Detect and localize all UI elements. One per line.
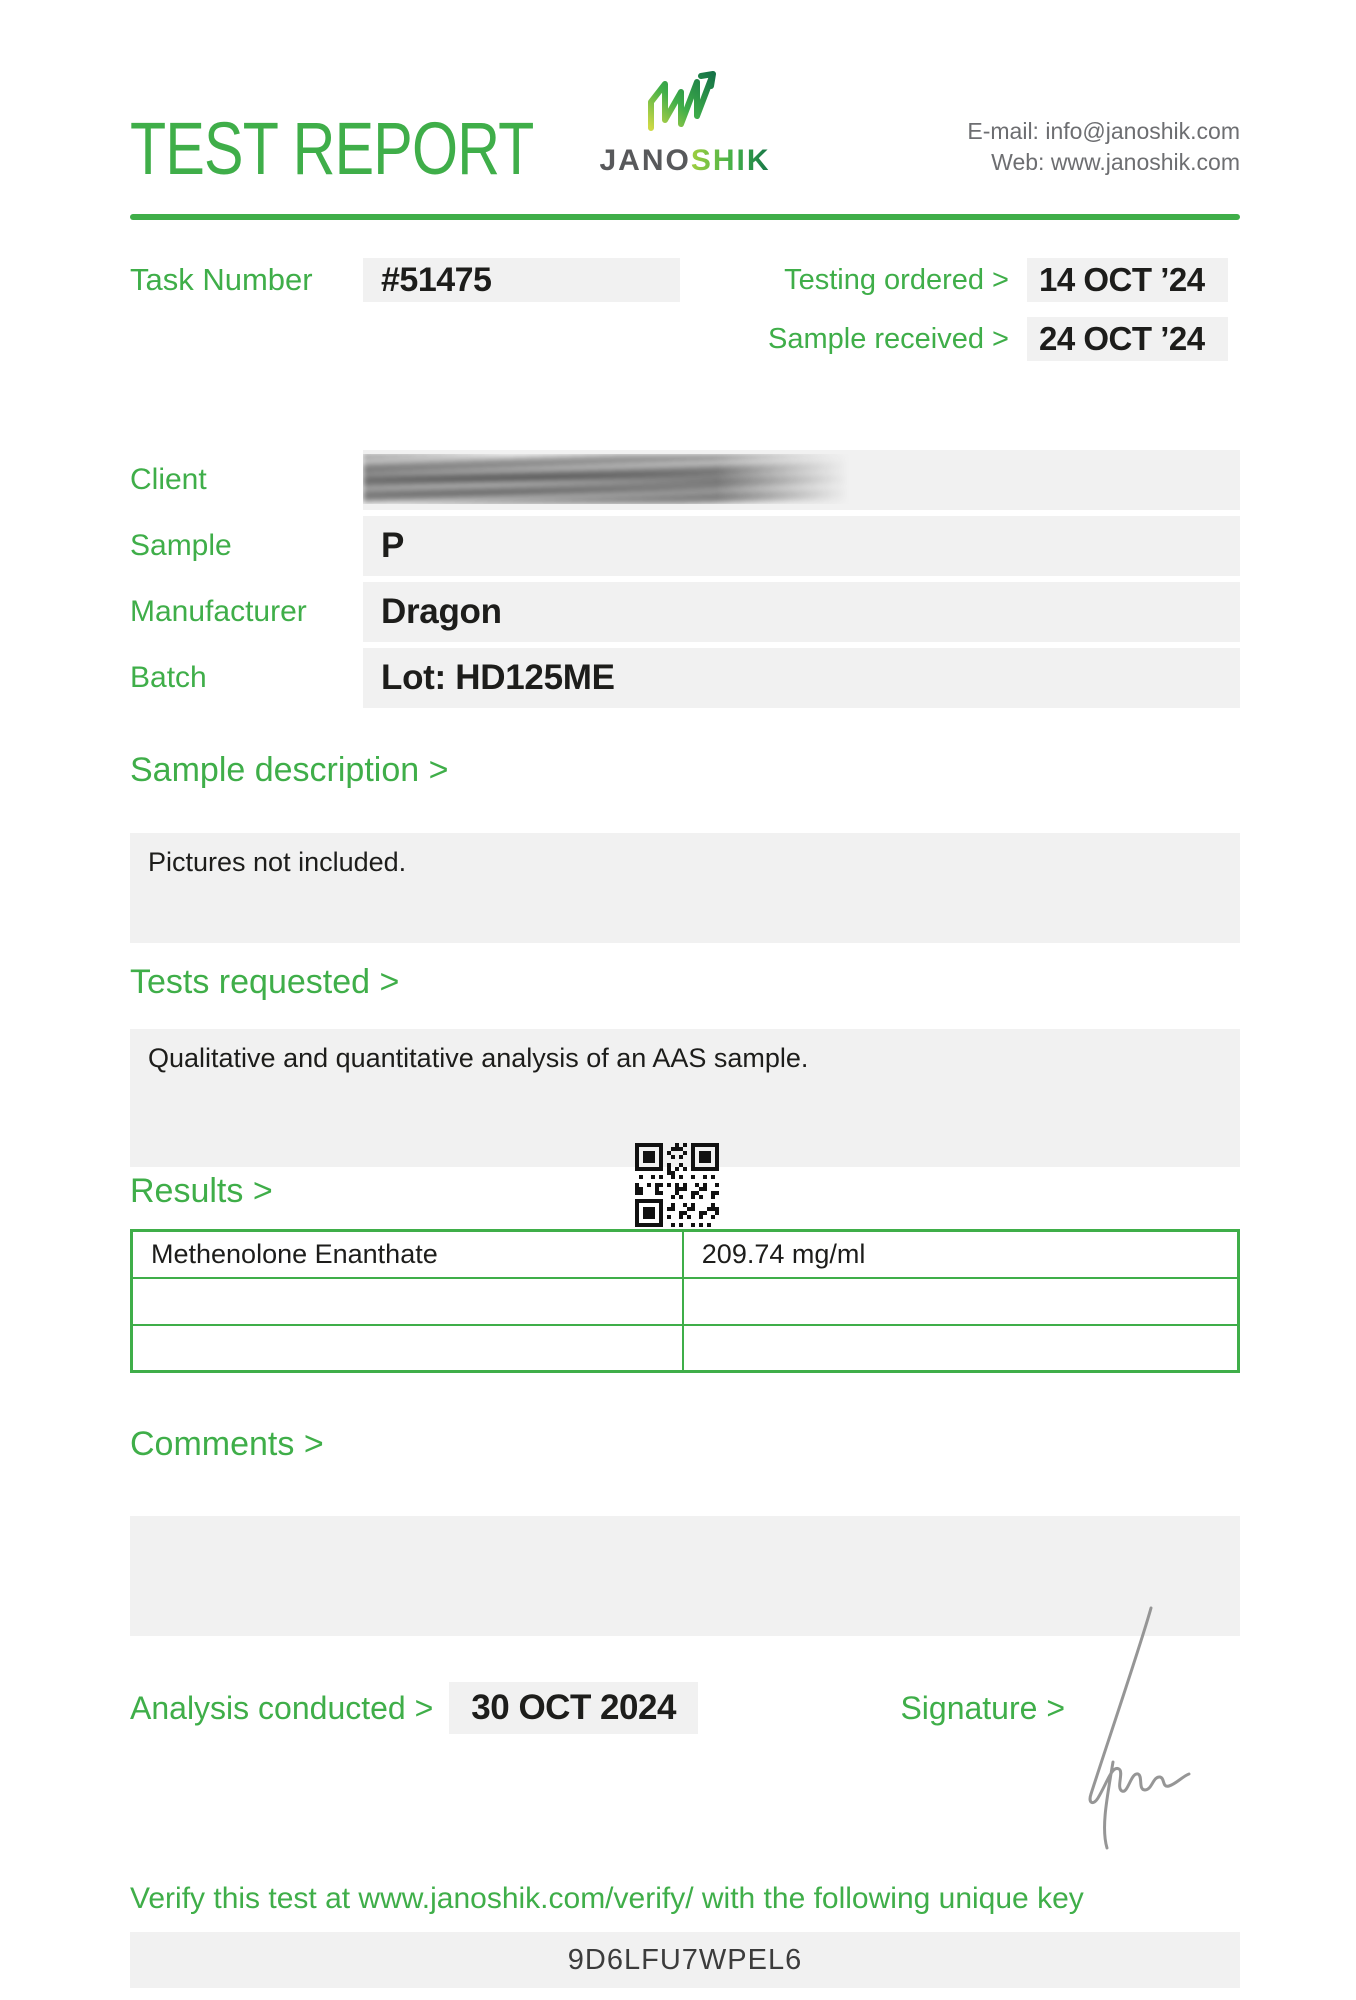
sample-description-heading: Sample description > xyxy=(130,751,449,789)
field-row-batch xyxy=(130,648,1240,708)
brand-logo xyxy=(585,66,785,178)
comments-heading: Comments > xyxy=(130,1425,324,1463)
contact-block xyxy=(967,116,1240,178)
table-row xyxy=(132,1278,1239,1325)
table-row xyxy=(132,1231,1239,1278)
verify-text: Verify this test at www.janoshik.com/verify/ with the following unique key xyxy=(130,1882,1084,1915)
logo-text-shik: SHIK xyxy=(690,144,771,177)
field-value-manufacturer: Dragon xyxy=(363,582,1240,642)
comments-box xyxy=(130,1516,1240,1636)
field-label-batch: Batch xyxy=(130,661,207,694)
analysis-date-value: 30 OCT 2024 xyxy=(449,1682,698,1734)
tests-requested-box: Qualitative and quantitative analysis of an AAS sample. xyxy=(130,1029,1240,1167)
field-label-sample: Sample xyxy=(130,529,232,562)
contact-email: E-mail: info@janoshik.com xyxy=(967,118,1240,144)
logo-text-jano: JANO xyxy=(599,144,691,177)
task-number-label: Task Number xyxy=(130,262,313,297)
analysis-signature-row xyxy=(130,1682,1240,1734)
sample-description-box: Pictures not included. xyxy=(130,833,1240,943)
signature-label: Signature > xyxy=(900,1689,1065,1726)
task-number-value: #51475 xyxy=(363,258,680,302)
verify-key-box xyxy=(130,1932,1240,1988)
sample-received-value: 24 OCT ’24 xyxy=(1027,317,1228,361)
table-cell-result: 209.74 mg/ml xyxy=(683,1231,1239,1278)
analysis-conducted-label: Analysis conducted > xyxy=(130,1689,434,1726)
contact-web: Web: www.janoshik.com xyxy=(991,149,1240,175)
results-heading: Results > xyxy=(130,1172,273,1210)
page-title: TEST REPORT xyxy=(130,107,534,190)
dates-block xyxy=(680,258,1240,376)
table-cell-substance xyxy=(132,1278,683,1325)
results-table xyxy=(130,1229,1240,1373)
task-number-row xyxy=(130,258,680,376)
table-cell-substance xyxy=(132,1325,683,1372)
logo-chart-icon xyxy=(641,66,729,132)
qr-code xyxy=(635,1143,719,1227)
field-value-sample: P xyxy=(363,516,1240,576)
header xyxy=(130,0,1240,225)
testing-ordered-row xyxy=(784,258,1228,302)
sample-fields xyxy=(130,450,1240,708)
field-label-client: Client xyxy=(130,463,207,496)
table-cell-substance: Methenolone Enanthate xyxy=(132,1231,683,1278)
table-row xyxy=(132,1325,1239,1372)
field-row-manufacturer xyxy=(130,582,1240,642)
field-label-manufacturer: Manufacturer xyxy=(130,595,307,628)
task-dates-section xyxy=(130,258,1240,376)
field-row-client xyxy=(130,450,1240,510)
field-value-batch: Lot: HD125ME xyxy=(363,648,1240,708)
field-row-sample xyxy=(130,516,1240,576)
sample-received-row xyxy=(768,317,1228,361)
table-cell-result xyxy=(683,1278,1239,1325)
signature-image xyxy=(1065,1602,1195,1852)
sample-received-label: Sample received > xyxy=(768,323,1009,355)
redaction-blur xyxy=(363,454,854,504)
verify-key: 9D6LFU7WPEL6 xyxy=(567,1944,803,1976)
table-cell-result xyxy=(683,1325,1239,1372)
logo-wordmark xyxy=(585,144,785,178)
field-value-client xyxy=(363,450,1240,510)
tests-requested-heading: Tests requested > xyxy=(130,963,400,1001)
divider-rule xyxy=(130,214,1240,220)
testing-ordered-value: 14 OCT ’24 xyxy=(1027,258,1228,302)
testing-ordered-label: Testing ordered > xyxy=(784,264,1009,296)
results-heading-row xyxy=(130,1171,1240,1211)
